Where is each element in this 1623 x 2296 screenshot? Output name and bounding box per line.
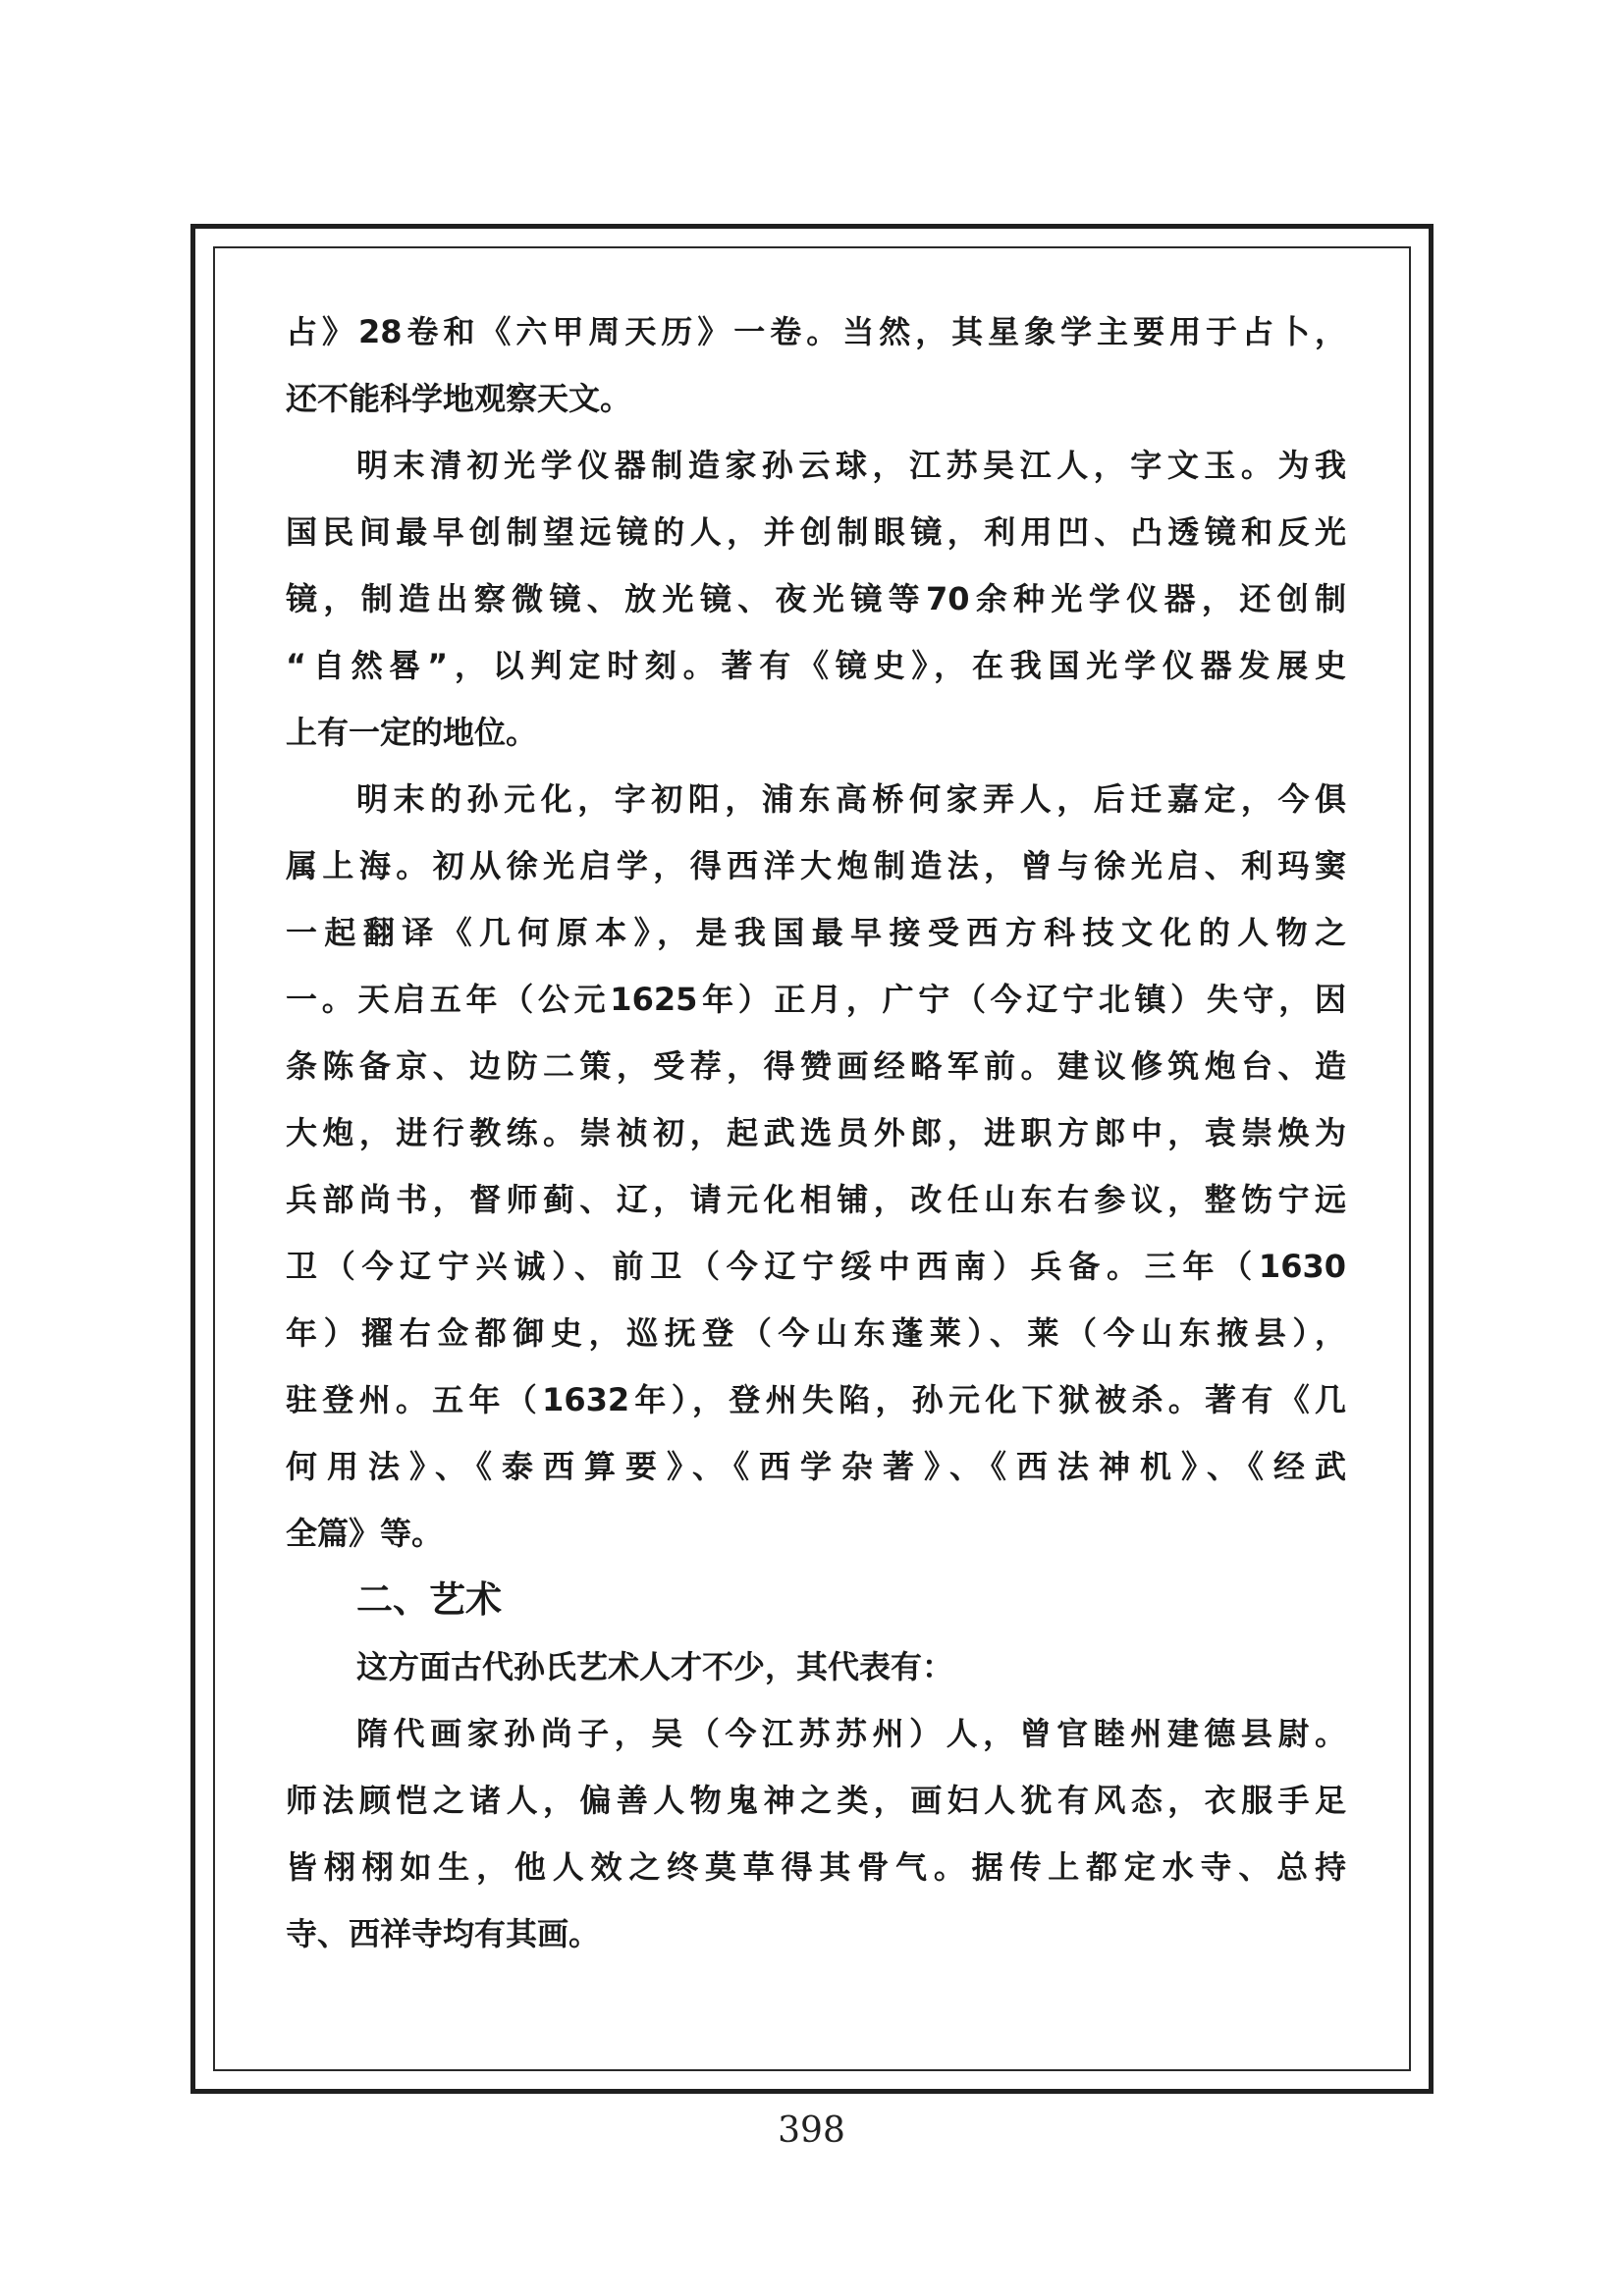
text-line: 全篇》等。 xyxy=(286,1515,444,1552)
inner-border xyxy=(213,246,1411,2071)
page-border xyxy=(190,224,1434,2094)
text-line: 年）擢右佥都御史，巡抚登（今山东蓬莱）、莱（今山东掖县）， xyxy=(286,1314,1346,1352)
text-line: 一起翻译《几何原本》，是我国最早接受西方科技文化的人物之 xyxy=(286,914,1346,951)
text-line: 卫（今辽宁兴诚）、前卫（今辽宁绥中西南）兵备。三年（1630 xyxy=(286,1248,1346,1285)
text-line: 一。天启五年（公元1625年）正月，广宁（今辽宁北镇）失守，因 xyxy=(286,981,1346,1018)
text-line: 上有一定的地位。 xyxy=(286,714,538,751)
text-line: 兵部尚书，督师蓟、辽，请元化相铺，改任山东右参议，整饬宁远 xyxy=(286,1181,1346,1218)
text-line: 寺、西祥寺均有其画。 xyxy=(286,1915,601,1952)
text-line: 何用法》、《泰西算要》、《西学杂著》、《西法神机》、《经武 xyxy=(286,1448,1346,1485)
text-line: 皆栩栩如生，他人效之终莫草得其骨气。据传上都定水寺、总持 xyxy=(286,1848,1346,1886)
section-heading: 二、艺术 xyxy=(356,1578,502,1621)
paragraph-start: 明末清初光学仪器制造家孙云球，江苏吴江人，字文玉。为我 xyxy=(356,447,1346,484)
text-line: 国民间最早创制望远镜的人，并创制眼镜，利用凹、凸透镜和反光 xyxy=(286,513,1346,551)
text-line: 镜，制造出察微镜、放光镜、夜光镜等70余种光学仪器，还创制 xyxy=(286,580,1346,617)
text-line: 占》28卷和《六甲周天历》一卷。当然，其星象学主要用于占卜， xyxy=(286,313,1346,350)
text-line: 驻登州。五年（1632年），登州失陷，孙元化下狱被杀。著有《几 xyxy=(286,1381,1346,1418)
paragraph-start: 这方面古代孙氏艺术人才不少，其代表有： xyxy=(356,1648,954,1685)
text-line: 属上海。初从徐光启学，得西洋大炮制造法，曾与徐光启、利玛窦 xyxy=(286,847,1346,884)
text-line: “自然晷”，以判定时刻。著有《镜史》，在我国光学仪器发展史 xyxy=(286,647,1346,684)
text-line: 还不能科学地观察天文。 xyxy=(286,380,632,417)
paragraph-start: 明末的孙元化，字初阳，浦东高桥何家弄人，后迁嘉定，今俱 xyxy=(356,780,1346,818)
body-text xyxy=(286,298,1346,1967)
text-line: 条陈备京、边防二策，受荐，得赞画经略军前。建议修筑炮台、造 xyxy=(286,1047,1346,1085)
paragraph-start: 隋代画家孙尚子，吴（今江苏苏州）人，曾官睦州建德县尉。 xyxy=(356,1715,1346,1752)
text-line: 师法顾恺之诸人，偏善人物鬼神之类，画妇人犹有风态，衣服手足 xyxy=(286,1782,1346,1819)
text-line: 大炮，进行教练。崇祯初，起武选员外郎，进职方郎中，袁崇焕为 xyxy=(286,1114,1346,1151)
page-number: 398 xyxy=(778,2110,845,2151)
